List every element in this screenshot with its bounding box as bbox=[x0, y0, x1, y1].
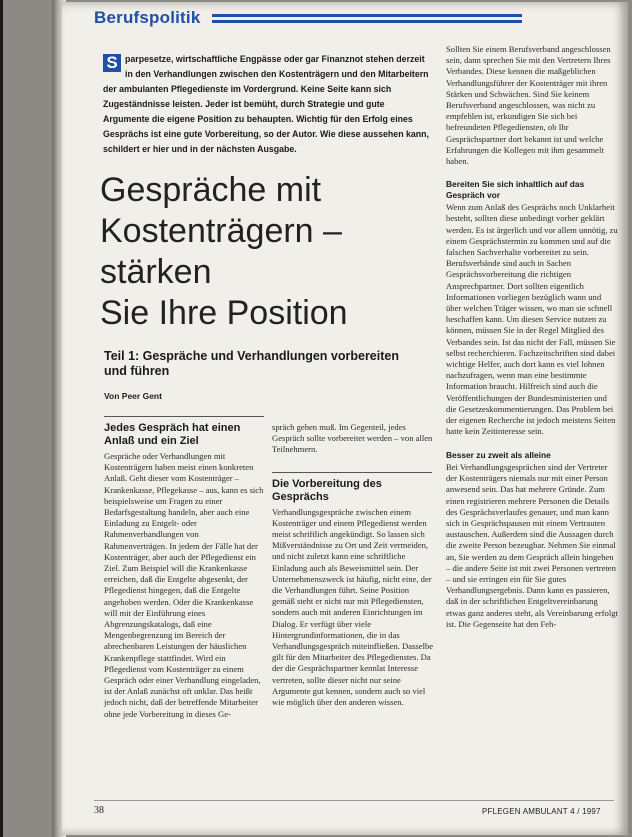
col2-intro: spräch gehen muß. Im Gegenteil, jedes Gespräch sollte vorbereitet werden – von allen Teilnehmern. bbox=[272, 422, 433, 455]
intro-text: parpesetze, wirtschaftliche Engpässe oder gar Finanznot stehen derzeit in den Verhandlungen zwischen den Kostenträgern und den Mitarbeitern der ambulanten Pflegedienste im Vordergrund. Keine Seite kann sich Zugeständnisse leisten. Jeder ist bemüht, durch Strategie und gute Argumente die eigene Position zu behaupten. Wichtig für den Erfolg eines Gesprächs ist eine gute Vorbereitung, so der Autor. Wie diese aussehen kann, schildert er hier und in der nächsten Ausgabe. bbox=[103, 54, 429, 154]
section-label: Berufspolitik bbox=[94, 8, 201, 27]
footer-rule bbox=[94, 800, 614, 801]
col1-body: Gespräche oder Verhandlungen mit Kostenträgern haben meist einen konkreten Anlaß. Geht dieser vom Kostenträger – Krankenkasse, Pflegekasse – aus, kann es sich beispielsweise um Fragen zu einer Bedarfsgestaltung handeln, aber auch eine Einladung zu Entgelt- oder Rahmenverhandlungen von Rahmenverträgen. In jedem der Fälle hat der Kostenträger, aber auch der Pflegedienst ein Ziel. Zum Beispiel will die Krankenkasse erreichen, daß die Entgelte abgesenkt, der Pflegedienst hingegen, daß die Entgelte angehoben werden. Oder die Krankenkasse will mit der Einführung eines Abgrenzungskatalogs, daß eine Mengenbegrenzung im Bereich der abrechenbaren Leistungen der häuslichen Krankenpflege stattfindet. Wird ein Pflegedienst vom Kostenträger zu einem Gespräch oder einer Verhandlung eingeladen, ist der Anlaß zunächst oft unklar. Das heißt jedoch nicht, daß der betreffende Mitarbeiter ohne jede Vorbereitung in dieses Ge- bbox=[104, 451, 264, 719]
col3-intro: Sollten Sie einem Berufsverband angeschlossen sein, dann sprechen Sie mit den Vertretern Ihres Verbandes. Diese kennen die maßgeblichen Verhandlungsführer der Kostenträger mit ihren Stärken und Schwächen. Sind Sie keinem Berufsverband angeschlossen, was nicht zu empfehlen ist, erkundigen Sie sich bei befreundeten Pflegediensten, ob Ihr Gesprächspartner dort bekannt ist und welche Erfahrungen die Kollegen mit ihm gesammelt haben. bbox=[446, 44, 611, 167]
col3-body-2: Bei Verhandlungsgesprächen sind der Vertreter der Kostenträgers niemals nur mit einer Person anwesend sein. Das hat mehrere Gründe. Zum einen registrieren mehrere Personen die Details des Gesprächsverlaufes genauer, und man kann sich in Gesprächspausen mit einem Vertrauten austauschen. Außerdem sind die Aussagen durch die zweite Person bezeugbar. Nehmen Sie einmal an, Sie werden zu dem Gespräch allein hingehen – die andere Seite ist mit zwei Personen vertreten – und sie erringen ein für Sie gutes Verhandlungsergebnis. Dann kann es passieren, daß in der schriftlichen Entgeltvereinbarung etwas ganz anderes steht, als Vereinbarung erfolgt ist. Die Gegenseite hat den Feh- bbox=[446, 462, 618, 629]
col2-heading: Die Vorbereitung des Gesprächs bbox=[272, 477, 382, 503]
divider bbox=[104, 416, 264, 417]
page-number: 38 bbox=[94, 805, 104, 816]
section-stripes bbox=[212, 14, 522, 26]
headline-line: Gespräche mit bbox=[100, 171, 322, 209]
col3-body-1: Wenn zum Anlaß des Gesprächs noch Unklarheit besteht, sollten diese unbedingt vorher geklärt werden. Es ist ärgerlich und vor allem unnötig, zu einem Gesprächstermin zu kommen und auf die falschen Sachverhalte vorbereitet zu sein. Berufsverbände sind auch in Sachen Gesprächsvorbereitung die richtigen Ansprechpartner. Dort sollten eigentlich Informationen vorliegen bezüglich wann und über welchen Träger wissen, wo man sie schnell beschaffen kann. Um diesen Service nutzen zu können, müssen Sie in der Regel Mitglied des Verbandes sein. Ist das nicht der Fall, müssen Sie selbst recherchieren. Fachzeitschriften sind dabei wichtige Helfer, auch dort kann es viel lohnen nachzufragen, wenn man eine bestimmte Information braucht. Hilfreich sind auch die Veröffentlichungen der Bundesministerien und die Gesetzeskommentierungen. Das Problem bei der eigenen Recherche ist jedoch meistens Seiten hatte kein Zeitinteresse sein. bbox=[446, 202, 618, 437]
col3-heading-2: Besser zu zweit als alleine bbox=[446, 449, 551, 460]
col2-body: Verhandlungsgespräche zwischen einem Kostenträger und einem Pflegedienst werden meist schriftlich angekündigt. So lassen sich Mißverständnisse zu Ort und Zeit vermeiden, und nicht zuletzt kann eine schriftliche Einladung auch als Beweismittel sein. Der Unternehmenszweck ist häufig, nicht eine, der die Verhandlungen führt. Seine Position gemäß steht er nicht nur mit Pflegediensten, sondern auch mit anderen Einrichtungen im Dialog. Er verfügt über viele Hintergrundinformationen, die in das Verhandlungsgespräch miteinfließen. Dasselbe gilt für den Mitarbeiter des Pflegedienstes. Da der die Gesprächspartner kennlat Interesse vertreten, sollte dieser nicht nur seine Argumente gut kennen, sondern auch so viel wie möglich über den anderen wissen. bbox=[272, 506, 434, 708]
article-subhead: Teil 1: Gespräche und Verhandlungen vorbereiten und führen bbox=[104, 349, 399, 378]
column-2 bbox=[272, 422, 434, 708]
col3-heading-1: Bereiten Sie sich inhaltlich auf das Gespräch vor bbox=[446, 179, 585, 200]
column-1 bbox=[104, 422, 264, 720]
headline-line: stärken bbox=[100, 253, 212, 291]
magazine-page bbox=[62, 2, 628, 835]
journal-name: PFLEGEN AMBULANT 4 / 1997 bbox=[482, 807, 601, 816]
scan-edge bbox=[0, 0, 3, 837]
intro-paragraph bbox=[103, 52, 433, 157]
article-headline bbox=[100, 170, 420, 334]
dropcap: S bbox=[103, 54, 121, 72]
col1-heading: Jedes Gespräch hat einen Anlaß und ein Ziel bbox=[104, 422, 241, 447]
headline-line: Kostenträgern – bbox=[100, 212, 342, 250]
byline: Von Peer Gent bbox=[104, 391, 162, 401]
headline-line: Sie Ihre Position bbox=[100, 294, 348, 332]
column-3 bbox=[446, 44, 618, 630]
